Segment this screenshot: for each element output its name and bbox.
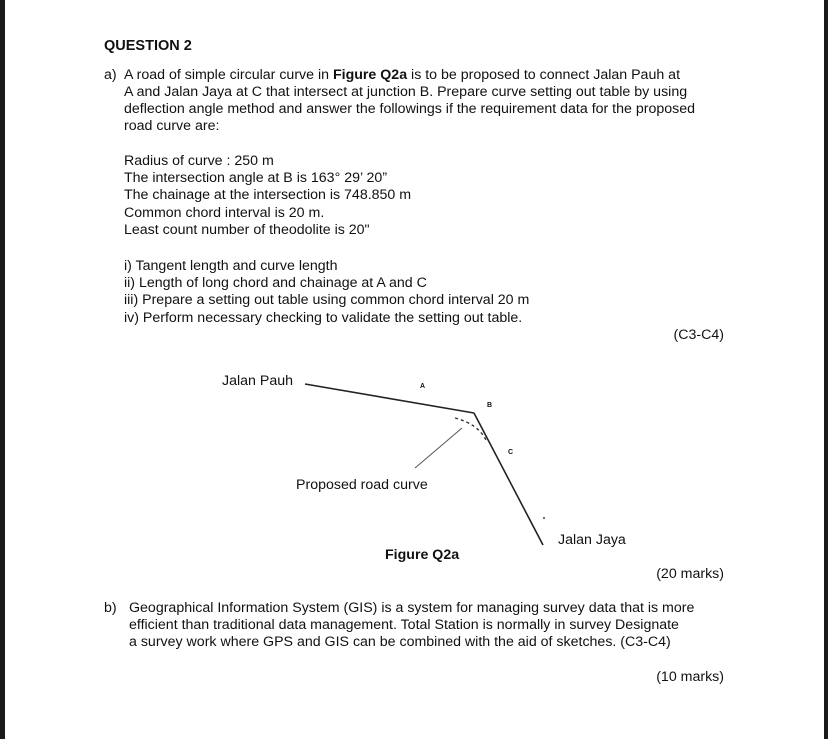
question-i: i) Tangent length and curve length [124,258,338,274]
part-a-intro-line-2: A and Jalan Jaya at C that intersect at junction B. Prepare curve setting out table by using [124,84,688,100]
label-point-c: C [508,449,514,456]
label-jalan-jaya: Jalan Jaya [558,532,626,548]
jalan-pauh-road-line [305,384,474,413]
part-b-line-3: a survey work where GPS and GIS can be combined with the aid of sketches. (C3-C4) [129,634,671,650]
figure-caption: Figure Q2a [385,547,460,563]
part-a-intro-line-3: deflection angle method and answer the followings if the requirement data for the proposed [124,101,696,117]
label-point-a: A [420,383,426,390]
part-a-intro-line-1: A road of simple circular curve in Figure Q2a is to be proposed to connect Jalan Pauh at [124,67,681,83]
curve-pointer-line [415,428,462,468]
label-proposed-road-curve: Proposed road curve [296,477,428,493]
part-a-intro-line-4: road curve are: [124,118,220,134]
question-iv: iv) Perform necessary checking to validate the setting out table. [124,310,523,326]
proposed-curve-arc [455,418,486,440]
question-heading: QUESTION 2 [104,38,192,54]
question-iii: iii) Prepare a setting out table using common chord interval 20 m [124,292,530,308]
part-b-line-2: efficient than traditional data management. Total Station is normally in survey Designate [129,617,679,633]
jalan-jaya-road-line [474,413,543,545]
data-chord-interval: Common chord interval is 20 m. [124,205,325,221]
label-point-b: B [487,402,493,409]
part-b-label: b) [104,600,117,616]
data-radius: Radius of curve : 250 m [124,153,274,169]
part-a-label: a) [104,67,117,83]
label-jalan-pauh: Jalan Pauh [222,373,293,389]
data-intersection-angle: The intersection angle at B is 163° 29’ 20” [124,170,388,186]
question-ii: ii) Length of long chord and chainage at A and C [124,275,427,291]
part-b-line-1: Geographical Information System (GIS) is a system for managing survey data that is more [129,600,695,616]
survey-point-dot [543,517,545,519]
data-least-count: Least count number of theodolite is 20" [124,222,370,238]
part-a-outcome: (C3-C4) [673,327,724,343]
figure-reference: Figure Q2a [332,67,408,83]
part-b-marks: (10 marks) [656,669,724,685]
part-a-marks: (20 marks) [656,566,724,582]
data-chainage: The chainage at the intersection is 748.850 m [124,187,412,203]
